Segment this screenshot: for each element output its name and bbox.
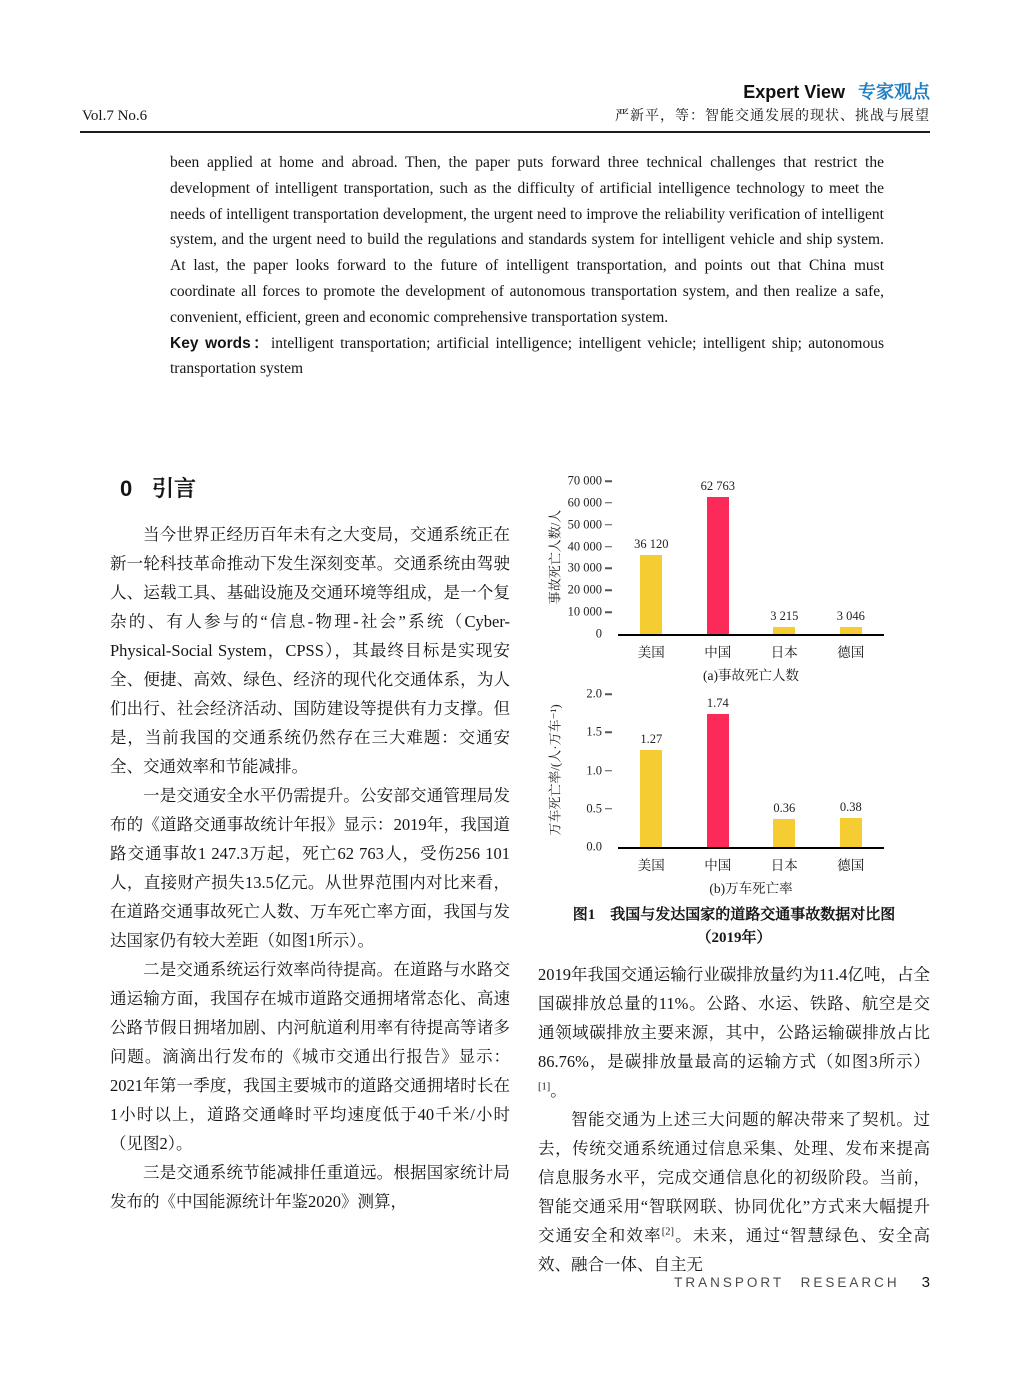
bar-日本 xyxy=(773,627,795,634)
bar-value-label: 1.74 xyxy=(706,695,729,710)
paragraph xyxy=(538,1105,930,1279)
text-run: 当今世界正经历百年未有之大变局，交通系统正在新一轮科技革命推动下发生深刻变革。交通系统由驾驶人、运载工具、基础设施及交通环境等组成，是一个复杂的、有人参与的“信息-物理-社会”系统（Cyber-Physical-Social System，CPSS），其最终目标是实现安全、便捷、高效、绿色、经济的现代化交通体系，为人们出行、社会经济活动、国防建设等提供有力支撑。但是，当前我国的交通系统仍然存在三大难题：交通安全、交通效率和节能减排。 xyxy=(110,525,510,776)
bar-chart-death-rate xyxy=(538,681,930,894)
bar-日本 xyxy=(773,819,795,847)
bar-美国 xyxy=(640,555,662,634)
bar-中国 xyxy=(707,714,729,847)
x-axis-labels xyxy=(618,641,884,661)
bar-德国 xyxy=(840,818,862,847)
y-tick-mark xyxy=(605,568,612,570)
bar-value-label: 36 120 xyxy=(634,537,669,552)
y-tick-mark xyxy=(605,693,612,695)
y-tick-mark xyxy=(605,524,612,526)
y-tick-label: 20 000 xyxy=(567,582,602,597)
figure-caption xyxy=(538,904,930,950)
text-run: 2019年我国交通运输行业碳排放量约为11.4亿吨，占全国碳排放总量的11%。公路、水运、铁路、航空是交通领域碳排放主要来源，其中，公路运输碳排放占比86.76%，是碳排放量最高的运输方式（如图3所示） xyxy=(538,965,930,1071)
x-tick-label: 德国 xyxy=(837,645,865,660)
right-column xyxy=(538,468,930,1279)
bar-德国 xyxy=(840,627,862,634)
bar-value-label: 3 046 xyxy=(836,609,865,624)
y-tick-mark xyxy=(605,732,612,734)
y-tick-label: 1.0 xyxy=(586,763,602,777)
y-tick-label: 70 000 xyxy=(567,473,602,488)
bar-value-label: 1.27 xyxy=(640,731,663,746)
bar-美国 xyxy=(640,750,662,847)
abstract-block xyxy=(170,150,884,382)
bar-value-label: 3 215 xyxy=(770,608,799,623)
y-tick-mark xyxy=(605,808,612,810)
brand-chinese: 专家观点 xyxy=(858,82,930,102)
journal-name: TRANSPORT RESEARCH xyxy=(674,1275,900,1290)
page-header-row xyxy=(82,105,930,125)
x-tick-label: 日本 xyxy=(770,645,798,660)
bar-value-label: 62 763 xyxy=(700,478,735,493)
x-tick-label: 中国 xyxy=(704,858,732,873)
text-run: 智能交通为上述三大问题的解决带来了契机。过去，传统交通系统通过信息采集、处理、发布来提高信息服务水平，完成交通信息化的初级阶段。当前，智能交通采用“智联网联、协同优化”方式来大幅提升交通安全和效率 xyxy=(538,1110,930,1245)
citation-ref: [2] xyxy=(661,1226,674,1238)
x-tick-label: 日本 xyxy=(770,858,798,873)
x-tick-label: 德国 xyxy=(837,858,865,873)
y-axis-label: 万车死亡率/(人·万车⁻¹) xyxy=(547,704,563,836)
abstract-continuation: been applied at home and abroad. Then, the paper puts forward three technical challenges that restrict the development of intelligent transportation, such as the difficulty of artificial intelligence technology to meet the needs of intelligent transportation development, the urgent need to improve the reliability verification of intelligent system, and the urgent need to build the regulations and standards system for intelligent vehicle and ship system. At last, the paper looks forward to the future of intelligent transportation, and points out that China must coordinate all forces to promote the development of autonomous transportation system, and then realize a safe, convenient, efficient, green and economic comprehensive transportation system. xyxy=(170,154,884,326)
paragraph xyxy=(110,520,510,781)
section-heading xyxy=(120,472,196,503)
left-column xyxy=(110,520,510,1216)
figure-caption-line2: （2019年） xyxy=(696,930,772,946)
y-tick-label: 0 xyxy=(595,626,602,641)
section-title: 引言 xyxy=(152,476,197,501)
header-rule xyxy=(80,131,930,133)
y-tick-label: 50 000 xyxy=(567,517,602,532)
plot-area xyxy=(586,686,884,854)
y-tick-mark xyxy=(605,611,612,613)
citation-ref: [1] xyxy=(538,1081,551,1093)
y-tick-label: 0.5 xyxy=(586,801,602,816)
y-tick-label: 60 000 xyxy=(567,495,602,510)
text-run: 。 xyxy=(550,1081,567,1100)
y-tick-label: 40 000 xyxy=(567,539,602,554)
x-tick-label: 中国 xyxy=(704,645,732,660)
text-run: 一是交通安全水平仍需提升。公安部交通管理局发布的《道路交通事故统计年报》显示：2019年，我国道路交通事故1 247.3万起，死亡62 763人，受伤256 101人，直接财产损失13.5亿元。从世界范围内对比来看，在道路交通事故死亡人数、万车死亡率方面，我国与发达国家仍有较大差距（如图1所示）。 xyxy=(110,786,510,950)
y-tick-mark xyxy=(605,502,612,504)
page-footer xyxy=(674,1274,930,1291)
y-tick-mark xyxy=(605,546,612,548)
subchart-caption: (b)万车死亡率 xyxy=(709,881,793,896)
x-tick-label: 美国 xyxy=(637,858,665,873)
section-number: 0 xyxy=(120,476,133,501)
y-tick-label: 0.0 xyxy=(586,839,602,854)
figure-caption-line1: 图1 我国与发达国家的道路交通事故数据对比图 xyxy=(572,907,896,923)
paragraph xyxy=(110,955,510,1158)
keywords-paragraph xyxy=(170,331,884,383)
bar-chart-accident-deaths xyxy=(538,468,930,681)
bar-value-label: 0.36 xyxy=(773,801,796,816)
journal-column-brand xyxy=(743,78,930,104)
text-run: 。未来，通过“智慧绿色、安全高效、融合一体、自主无 xyxy=(538,1226,930,1274)
x-tick-label: 美国 xyxy=(637,645,665,660)
paragraph xyxy=(538,960,930,1105)
text-run: 二是交通系统运行效率尚待提高。在道路与水路交通运输方面，我国存在城市道路交通拥堵常态化、高速公路节假日拥堵加剧、内河航道利用率有待提高等诸多问题。滴滴出行发布的《城市交通出行报告》显示：2021年第一季度，我国主要城市的道路交通拥堵时长在1小时以上，道路交通峰时平均速度低于40千米/小时（见图2）。 xyxy=(110,960,510,1153)
paragraph xyxy=(110,781,510,955)
volume-number: Vol.7 No.6 xyxy=(82,108,148,124)
bar-value-label: 0.38 xyxy=(839,799,862,814)
y-tick-mark xyxy=(605,480,612,482)
page-number: 3 xyxy=(921,1274,930,1291)
y-tick-mark xyxy=(605,770,612,772)
keywords-label: Key words： xyxy=(170,334,271,352)
keywords-text: intelligent transportation; artificial intelligence; intelligent vehicle; intelligent ship; autonomous transportation system xyxy=(170,334,884,378)
subchart-caption: (a)事故死亡人数 xyxy=(703,668,799,683)
y-tick-label: 1.5 xyxy=(586,724,602,739)
x-axis-labels xyxy=(618,854,884,874)
y-axis-label: 事故死亡人数/人 xyxy=(547,509,563,605)
text-run: 三是交通系统节能减排任重道远。根据国家统计局发布的《中国能源统计年鉴2020》测算， xyxy=(110,1163,510,1211)
y-tick-label: 10 000 xyxy=(567,604,602,619)
right-column-text xyxy=(538,960,930,1279)
running-title: 严新平，等：智能交通发展的现状、挑战与展望 xyxy=(615,109,930,124)
paragraph xyxy=(110,1158,510,1216)
y-tick-mark xyxy=(605,590,612,592)
bar-中国 xyxy=(707,497,729,634)
plot-area xyxy=(567,473,884,641)
y-tick-label: 30 000 xyxy=(567,560,602,575)
y-tick-label: 2.0 xyxy=(586,686,602,701)
brand-english: Expert View xyxy=(743,82,845,102)
